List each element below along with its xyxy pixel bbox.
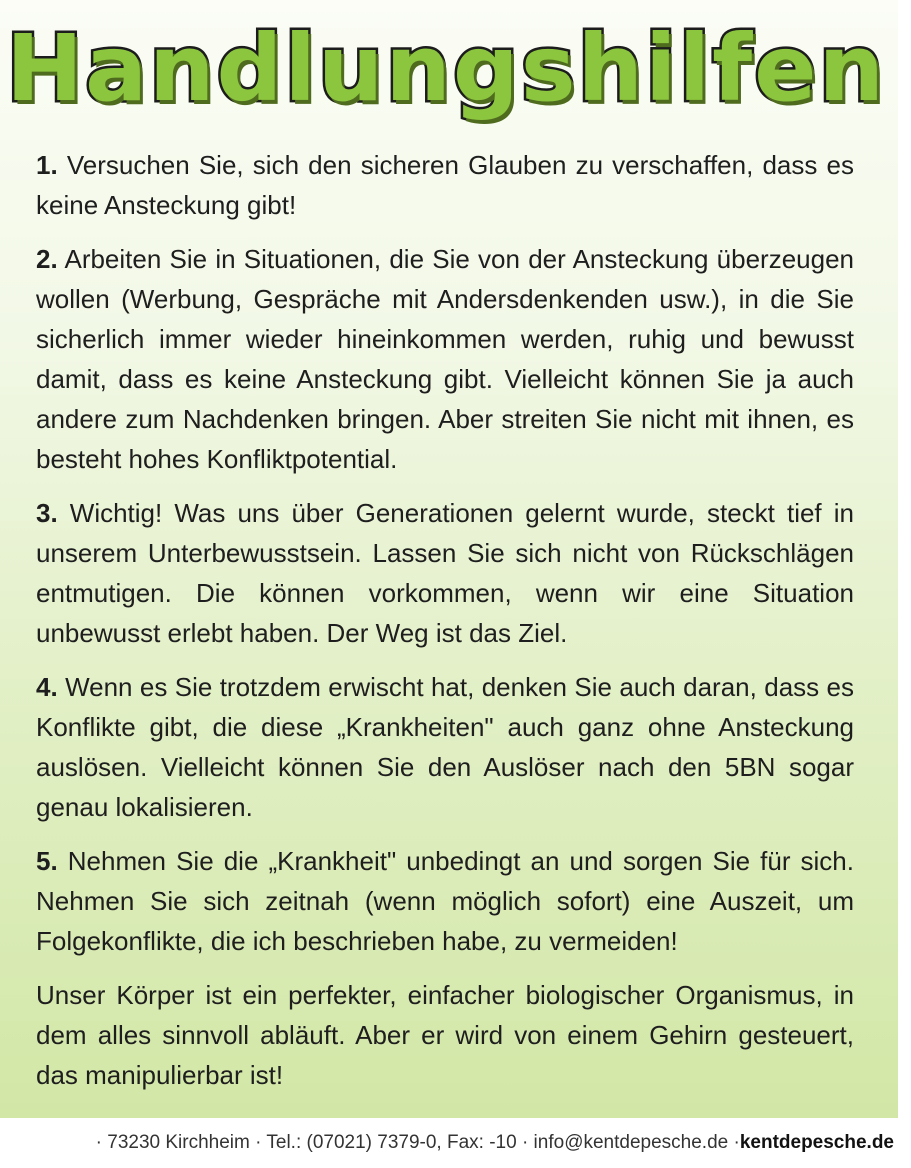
footer-address: · 73230 Kirchheim · Tel.: (07021) 7379-0, Fax: -10 · info@kentdepesche.de ·: [95, 1132, 740, 1153]
item-text: Wichtig! Was uns über Generationen gelernt wurde, steckt tief in unserem Unterbewusstsein. Lassen Sie sich nicht von Rückschlägen entmutigen. Die können vorkommen, wenn wir eine Situation unbewusst erlebt haben. Der Weg ist das Ziel.: [36, 498, 854, 648]
title-text: Handlungshilfen: [5, 15, 887, 122]
item-number: 5.: [36, 846, 58, 876]
list-item-2: [36, 239, 854, 479]
item-number: 4.: [36, 672, 58, 702]
item-number: 2.: [36, 244, 58, 274]
footer: [0, 1118, 898, 1168]
instructions-list: [36, 145, 854, 1109]
page-title: [5, 14, 887, 124]
item-text: Wenn es Sie trotzdem erwischt hat, denken Sie auch daran, dass es Konflikte gibt, die diese „Krankheiten" auch ganz ohne Ansteckung auslösen. Vielleicht können Sie den Auslöser nach den 5BN sogar genau lokalisieren.: [36, 672, 854, 822]
list-item-5: [36, 841, 854, 961]
footer-website-link[interactable]: kentdepesche.de: [739, 1132, 894, 1153]
list-item-4: [36, 667, 854, 827]
list-item-3: [36, 493, 854, 653]
item-text: Arbeiten Sie in Situationen, die Sie von der Ansteckung überzeugen wollen (Werbung, Gespräche mit Andersdenkenden usw.), in die Sie sicherlich immer wieder hineinkommen werden, ruhig und bewusst damit, dass es keine Ansteckung gibt. Vielleicht können Sie ja auch andere zum Nachdenken bringen. Aber streiten Sie nicht mit ihnen, es besteht hohes Konfliktpotential.: [36, 244, 854, 474]
item-text: Nehmen Sie die „Krankheit" unbedingt an und sorgen Sie für sich. Nehmen Sie sich zeitnah (wenn möglich sofort) eine Auszeit, um Folgekonflikte, die ich beschrieben habe, zu vermeiden!: [36, 846, 854, 956]
list-item-1: [36, 145, 854, 225]
closing-paragraph: Unser Körper ist ein perfekter, einfacher biologischer Organismus, in dem alles sinnvoll abläuft. Aber er wird von einem Gehirn gesteuert, das manipulierbar ist!: [36, 980, 854, 1090]
item-number: 1.: [36, 150, 58, 180]
item-text: Versuchen Sie, sich den sicheren Glauben zu verschaffen, dass es keine Ansteckung gibt!: [36, 150, 854, 220]
item-number: 3.: [36, 498, 58, 528]
